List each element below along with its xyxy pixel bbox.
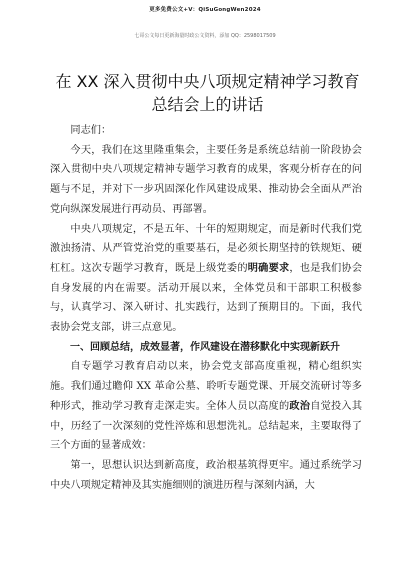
emphasis-text: 明确要求 (247, 262, 290, 274)
paragraph-background (50, 220, 362, 338)
paragraph-background-text-b: ，也是我们协会自身发展的内在需要。活动开展以来，全体党员和干部职工积极参与，认真学习、深入研讨、扎实践行，达到了预期目的。下面，我代表协会党支部，讲三点意见。 (50, 262, 363, 334)
document-body (50, 121, 362, 495)
top-banner: 更多免费公文+V：QiSuGongWen2024 (149, 7, 261, 13)
paragraph-implementation (50, 357, 362, 456)
paragraph-intro: 今天，我们在这里隆重集会，主要任务是系统总结前一阶段协会深入贯彻中央八项规定精神专题学习教育的成果，客观分析存在的问题与不足，并对下一步巩固深化作风建设成果、推动协会全面从严治党向纵深发展进行再动员、再部署。 (50, 144, 362, 215)
section-heading-1: 一、回顾总结，成效显著，作风建设在潜移默化中实现新跃升 (70, 341, 340, 353)
header-note: 七哥公文每日更新海量时政公文资料，添加 QQ：2598017509 (134, 33, 276, 39)
paragraph-background-text-a: 中央八项规定，不是五年、十年的短期规定，而是新时代我们党激浊扬清、从严管党治党的重要基石，是必须长期坚持的铁规矩、硬杠杠。这次专题学习教育，既是上级党委的 (50, 223, 362, 274)
document-title: 在 XX 深入贯彻中央八项规定精神学习教育总结会上的讲话 (55, 72, 360, 114)
paragraph-first-result: 第一，思想认识达到新高度，政治根基筑得更牢。通过系统学习中央八项规定精神及其实施细则的演进历程与深刻内涵，大 (50, 459, 362, 491)
paragraph-implementation-text-b: 自觉投入其中，历经了一次深刻的党性淬炼和思想洗礼。总结起来，主要取得了三个方面的显著成效： (50, 400, 363, 452)
salutation: 同志们： (70, 125, 112, 136)
emphasis-text-political: 政治 (289, 400, 311, 412)
paragraph-implementation-text-a: 自专题学习教育启动以来，协会党支部高度重视，精心组织实施。我们通过瞻仰 XX 革命公墓、聆听专题党课、开展交流研讨等多种形式，推动学习教育走深走实。全体人员以高度的 (50, 361, 362, 412)
